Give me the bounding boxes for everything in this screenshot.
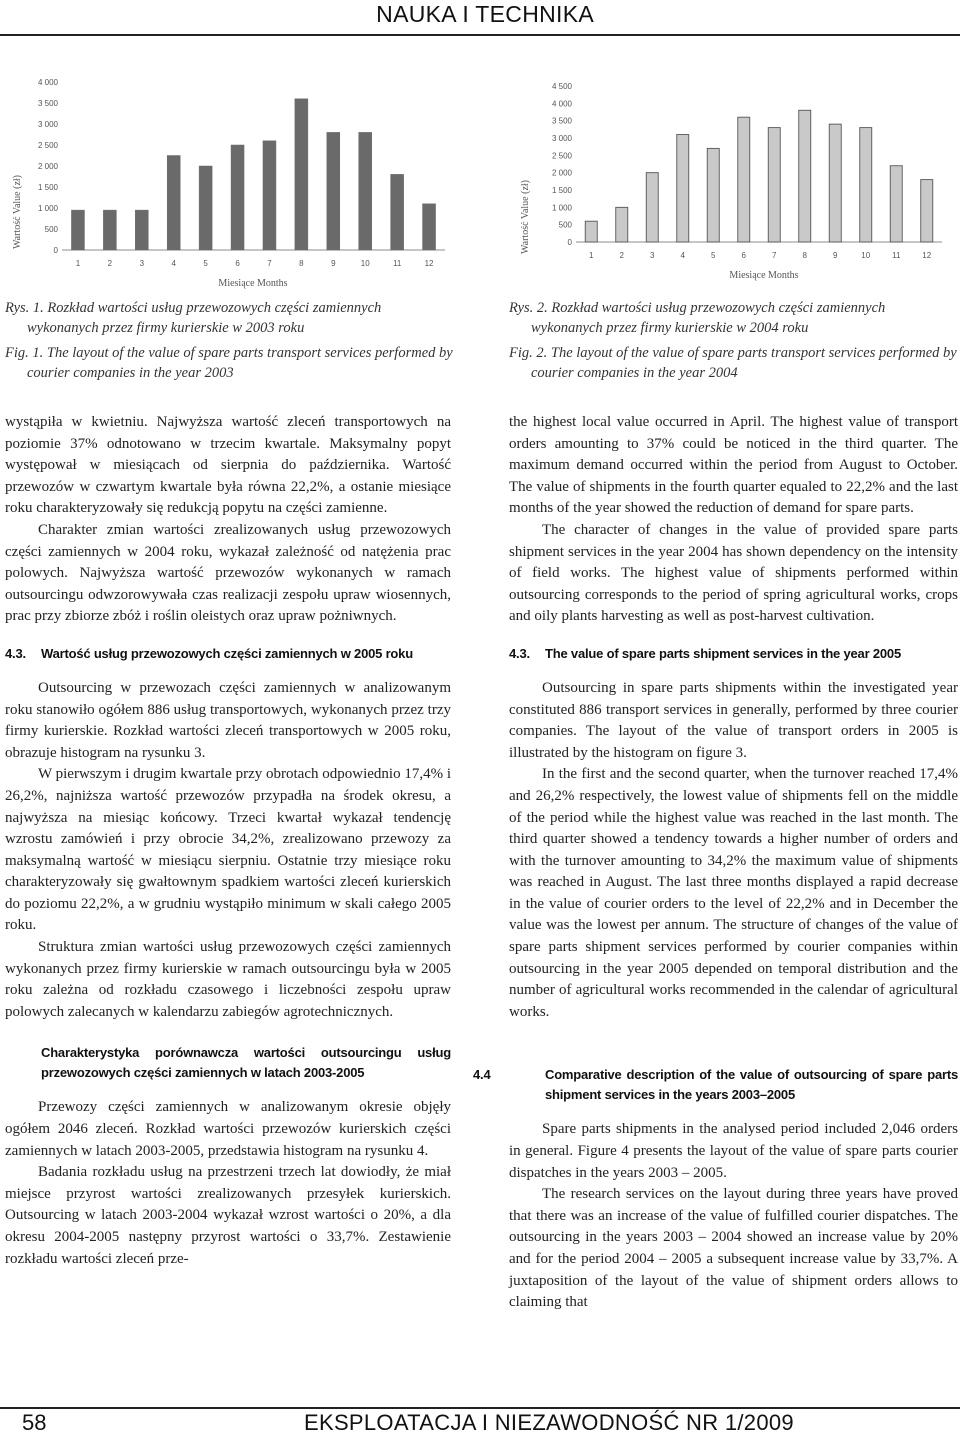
- left-paragraph-4: W pierwszym i drugim kwartale przy obrotach odpowiednio 17,4% i 26,2%, najniższa wartość przewozów przypadła na środek okresu, a najwyższa na miesiąc końcowy. Trzeci kwartał wykazał tendencję wzrostu zamówień i przy obrocie 34,2%, zrealizowano przewozy za maksymalną wartość w miesiącu sierpniu. Ostatnie trzy miesiące roku charakteryzowały się gwałtownym spadkiem wartości zleceń kurierskich do poziomu 22,2%, a w grudniu wystąpiło minimum w skali całego 2005 roku.: [5, 766, 451, 934]
- figure-1-bar-5: [199, 166, 212, 250]
- figure-1-ytick-label: 2 000: [37, 162, 58, 171]
- left-paragraph-7: Badania rozkładu usług na przestrzeni trzech lat dowiodły, że miał miejsce przyrost wartości zrealizowanych przesyłek kurierskich. Outsourcing w latach 2003-2004 wykazał wzrost wartości o 20%, a dla okresu 2004-2005 następny przyrost wartości o 33,7%. Zestawienie rozkładu wartości zleceń prze-: [5, 1164, 451, 1267]
- left-section-4-4-title: Charakterystyka porównawcza wartości outsourcingu usług przewozowych części zamiennych w latach 2003-2005: [41, 1045, 451, 1081]
- figure-1-bar-7: [263, 141, 276, 250]
- left-paragraph-3: Outsourcing w przewozach części zamiennych w analizowanym roku stanowiło ogółem 886 usług transportowych, wykonanych przez trzy firmy kurierskie. Rozkład wartości zleceń transportowych w 2005 roku, obrazuje histogram na rysunku 3.: [5, 679, 451, 761]
- figure-1-svg: [0, 72, 470, 294]
- left-section-4-3-number: 4.3.: [5, 645, 26, 661]
- figure-2-xtick-label: 6: [741, 251, 746, 260]
- figure-2-xtick-label: 9: [833, 251, 838, 260]
- figure-2-ytick-label: 4 000: [551, 99, 572, 109]
- figure-2-bar-9: [829, 124, 841, 242]
- figure-1-bar-8: [295, 99, 308, 250]
- figure-1-xtick-label: 6: [235, 259, 240, 268]
- figure-1-bar-2: [103, 210, 116, 250]
- figure-1-ytick-label: 2 500: [37, 141, 58, 150]
- figure-1-xtick-label: 8: [299, 259, 304, 268]
- right-section-4-3-title: The value of spare parts shipment services in the year 2005: [545, 645, 901, 661]
- figure-1-bar-12: [423, 204, 436, 250]
- figure-2-ytick-label: 500: [558, 220, 572, 230]
- figure-2-ytick-label: 3 500: [551, 116, 572, 126]
- figure-1-ytick-label: 4 000: [37, 78, 58, 87]
- figure-2-bar-6: [738, 117, 750, 242]
- figure-1-bar-4: [167, 156, 180, 251]
- figure-2-bar-11: [890, 166, 902, 242]
- figure-2-xtick-label: 5: [711, 251, 716, 260]
- right-paragraph-3: Outsourcing in spare parts shipments within the investigated year constituted 886 transport services in generally, performed by three courier companies. The layout of the value of transport orders in 2005 is illustrated by the histogram on figure 3.: [509, 679, 958, 761]
- figure-2-ytick-label: 0: [567, 238, 572, 247]
- figure-2-caption-pl: Rys. 2. Rozkład wartości usług przewozowych części zamiennych wykonanych przez firmy kurierskie w 2004 roku: [509, 300, 886, 336]
- left-section-4-4-heading: [5, 1043, 451, 1083]
- right-section-4-4-title: Comparative description of the value of outsourcing of spare parts shipment services in the years 2003–2005: [545, 1067, 958, 1103]
- right-paragraph-1: the highest local value occurred in April. The highest value of transport orders amounting to 37% could be noticed in the third quarter. The maximum demand occurred within the period from August to October. The value of shipments in the fourth quarter equaled to 22,2% and the last months of the year showed the reduction of demand for spare parts.: [509, 414, 958, 517]
- figure-1-xtick-label: 3: [139, 259, 145, 268]
- figure-2-bar-2: [616, 207, 628, 242]
- figure-2-xtick-label: 7: [772, 251, 777, 260]
- right-section-4-4-number: 4.4: [473, 1067, 491, 1083]
- figure-2-ylabel: Wartość Value (zł): [520, 180, 531, 254]
- figure-2-bar-1: [585, 221, 597, 242]
- figure-1-xtick-label: 2: [107, 259, 113, 268]
- figure-1-caption-en: Fig. 1. The layout of the value of spare parts transport services performed by courier companies in the year 2003: [5, 345, 453, 381]
- figure-2-xtick-label: 10: [861, 251, 871, 260]
- figure-1-ytick-label: 0: [53, 246, 58, 255]
- journal-name: EKSPLOATACJA I NIEZAWODNOŚĆ NR 1/2009: [304, 1410, 794, 1435]
- figure-1-xtick-label: 4: [171, 259, 176, 268]
- left-paragraph-2: Charakter zmian wartości zrealizowanych usług przewozowych części zamiennych w 2004 roku, wykazał zależność od natężenia prac polowych. Najwyższa wartość przewozów wykonanych w ramach outsourcingu odwzorowywała czas realizacji zespołu upraw wiosennych, prac przy zbiorze zbóż i roślin oleistych oraz upraw pożniwnych.: [5, 521, 451, 625]
- left-column: [5, 412, 451, 1270]
- right-section-4-3-number: 4.3.: [509, 645, 530, 661]
- figure-2-bar-7: [768, 128, 780, 242]
- figure-1-bar-11: [391, 174, 404, 250]
- figure-2-xtick-label: 11: [892, 251, 901, 260]
- right-paragraph-4: In the first and the second quarter, when the turnover reached 17,4% and 26,2% respectively, the lowest value of shipments fell on the middle of the period while the highest value was reached in the last month. The third quarter showed a tendency towards a higher number of orders and with the turnover amounting to 34,2% the maximum value of shipments was reached in August. The last three months displayed a rapid decrease in the value of courier orders to the level of 22,2% and in December the value was the lowest per annum. The structure of changes of the value of spare parts shipment services performed by courier companies within outsourcing in the year 2005 depended on temporal distribution and the number of agricultural works recommended in the calendar of agricultural works.: [509, 766, 958, 1020]
- figure-2-caption: [509, 298, 959, 388]
- figure-2-bar-4: [677, 135, 689, 242]
- figure-2-xtick-label: 8: [802, 251, 807, 260]
- right-section-4-4-heading: [473, 1065, 958, 1105]
- figure-2-bar-5: [707, 148, 719, 242]
- figure-2-ytick-label: 3 000: [551, 134, 572, 143]
- figure-1-caption: [5, 298, 455, 388]
- figure-2-ytick-label: 2 500: [551, 151, 572, 161]
- figure-1-bar-6: [231, 145, 244, 250]
- figure-1-xtick-label: 12: [424, 259, 434, 268]
- figure-1-xtick-label: 10: [360, 259, 370, 268]
- figure-2-xtick-label: 3: [650, 251, 655, 260]
- figure-1-ytick-label: 3 500: [37, 99, 58, 108]
- figure-1-ytick-label: 1 000: [37, 204, 58, 213]
- figure-2-xtick-label: 4: [680, 251, 685, 260]
- figure-1-xtick-label: 1: [75, 259, 81, 268]
- figure-1-bar-3: [135, 210, 148, 250]
- left-section-4-4-number: [5, 1043, 41, 1063]
- running-header: [0, 0, 960, 40]
- left-section-4-3-heading: [5, 644, 451, 664]
- figure-1-ytick-label: 1 500: [37, 183, 58, 192]
- figure-1-xtick-label: 7: [267, 259, 272, 268]
- figure-1-caption-pl: Rys. 1. Rozkład wartości usług przewozowych części zamiennych wykonanych przez firmy kurierskie w 2003 roku: [5, 300, 382, 336]
- figure-2-ytick-label: 1 000: [551, 203, 572, 213]
- figure-2-bar-12: [921, 180, 933, 242]
- left-paragraph-1: wystąpiła w kwietniu. Najwyższa wartość zleceń transportowych na poziomie 37% odnotowano w trzecim kwartale. Maksymalny popyt występował w miesiącach od sierpnia do października. Wartość przewozów w czwartym kwartale była równa 22,2%, a ostanie miesiące roku charakteryzowały się redukcją popytu na części zamienne.: [5, 414, 451, 517]
- figure-1-ytick-label: 500: [44, 225, 58, 234]
- left-paragraph-5: Struktura zmian wartości usług przewozowych części zamiennych wykonanych przez firmy kurierskie w ramach outsourcingu była w 2005 roku zależna od rozkładu czasowego i liczebności zespołu upraw polowych zalecanych w kalendarzu zabiegów agrotechnicznych.: [5, 939, 451, 1020]
- figure-2-chart: [490, 72, 960, 294]
- figure-2-ytick-label: 4 500: [551, 82, 572, 91]
- figure-1-bar-1: [71, 210, 84, 250]
- header-rule: [0, 34, 960, 36]
- left-paragraph-6: Przewozy części zamiennych w analizowanym okresie objęły ogółem 2046 zleceń. Rozkład wartości przewozów kurierskich części zamiennych w latach 2003-2005, przedstawia histogram na rysunku 4.: [5, 1099, 451, 1159]
- figure-2-bar-8: [799, 110, 811, 242]
- figure-1-xtick-label: 11: [392, 259, 402, 268]
- figure-1-xlabel: Miesiące Months: [218, 278, 288, 289]
- figure-1-xtick-label: 5: [203, 259, 208, 268]
- figure-2-xtick-label: 12: [922, 251, 932, 260]
- figure-2-xtick-label: 2: [619, 251, 624, 260]
- right-paragraph-5: Spare parts shipments in the analysed period included 2,046 orders in general. Figure 4 presents the layout of the value of spare parts courier dispatches in the years 2003 – 2005.: [509, 1121, 958, 1181]
- right-column: [473, 412, 958, 1314]
- figure-2-caption-en: Fig. 2. The layout of the value of spare parts transport services performed by courier companies in the year 2004: [509, 345, 957, 381]
- figure-2-ytick-label: 1 500: [551, 186, 572, 195]
- figure-1-ylabel: Wartość Value (zł): [12, 175, 23, 249]
- right-section-4-3-heading: [509, 644, 958, 664]
- footer-rule: [0, 1407, 960, 1409]
- figure-2-svg: [490, 72, 960, 294]
- right-paragraph-2: The character of changes in the value of provided spare parts shipment services in the year 2004 has shown dependency on the intensity of field works. The highest value of shipments performed within outsourcing corresponds to the period of spring agricultural works, crops and oily plants harvesting as well as post-harvest cultivation.: [509, 521, 958, 625]
- figure-2-bar-10: [860, 128, 872, 242]
- figure-1-chart: [0, 72, 470, 294]
- page-number: 58: [22, 1410, 47, 1435]
- figure-2-xtick-label: 1: [589, 251, 594, 260]
- figure-1-bar-9: [327, 132, 340, 250]
- right-paragraph-6: The research services on the layout during three years have proved that there was an increase of the value of fulfilled courier dispatches. The outsourcing in the years 2003 – 2004 showed an increase value by 20% and for the period 2004 – 2005 a subsequent increase value by 33,7%. A juxtaposition of the layout of the value of shipment orders allows to claiming that: [509, 1186, 958, 1311]
- figure-2-xlabel: Miesiące Months: [729, 270, 799, 281]
- section-header-title: NAUKA I TECHNIKA: [376, 1, 594, 27]
- left-section-4-3-title: Wartość usług przewozowych części zamiennych w 2005 roku: [41, 645, 413, 661]
- figure-1-ytick-label: 3 000: [37, 120, 58, 129]
- figure-2-ytick-label: 2 000: [551, 168, 572, 178]
- figure-1-xtick-label: 9: [331, 259, 336, 268]
- figure-2-bar-3: [646, 173, 658, 242]
- figure-1-bar-10: [359, 132, 372, 250]
